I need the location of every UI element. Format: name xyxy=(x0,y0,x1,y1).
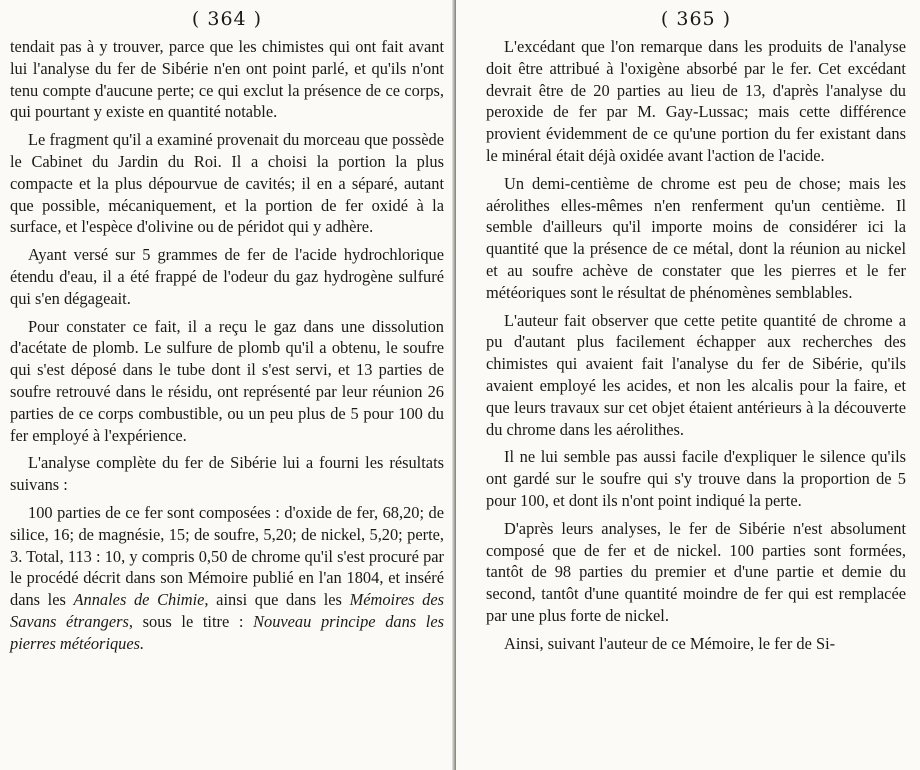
page-number-right: ( 365 ) xyxy=(660,8,732,30)
paragraph: Il ne lui semble pas aussi facile d'expliquer le silence qu'ils ont gardé sur le soufre qui s'y trouve dans la proportion de 5 pour 100, et dont ils n'ont point indiqué la perte. xyxy=(486,447,906,510)
paragraph: Un demi-centième de chrome est peu de chose; mais les aérolithes elles-mêmes n'en renferment qu'un centième. Il semble d'ailleurs qu'il importe moins de considérer ici la quantité que la présence de ce métal, dont la réunion au nickel et au soufre achève de constater que les pierres et le fer météoriques sont le résultat de phénomènes semblables. xyxy=(486,173,906,302)
paragraph-composition xyxy=(10,502,444,655)
paragraph-text: ainsi que dans les xyxy=(208,590,350,610)
paragraph-text: 100 parties de ce fer sont composées : d'oxide de fer, 68,20; de silice, 16; de magnésie, 15; de soufre, 5,20; de nickel, 5,20; perte, 3. Total, 113 : 10, y compris 0,50 de chrome qu'il s'est procuré par le procédé décrit dans son Mémoire publié en l'an 1804, et inséré dans les xyxy=(10,502,444,610)
paragraph: L'auteur fait observer que cette petite quantité de chrome a pu d'autant plus facilement échapper aux recherches des chimistes qui avaient fait l'analyse du fer de Sibérie, qu'ils avaient employé les acides, et non les alcalis pour la faire, et que leurs travaux sur cet objet étaient antérieurs à la découverte du chrome dans les aérolithes. xyxy=(486,310,906,439)
paragraph-text: , sous le titre : xyxy=(128,611,254,631)
left-page xyxy=(0,0,456,770)
paragraph: D'après leurs analyses, le fer de Sibérie n'est absolument composé que de fer et de nickel. 100 parties sont formées, tantôt de 98 parties du premier et d'une partie et demie du second, tantôt d'une quantité moindre de fer qui est remplacée par une plus forte de nickel. xyxy=(486,518,906,625)
paragraph: L'excédant que l'on remarque dans les produits de l'analyse doit être attribué à l'oxigène absorbé par le fer. Cet excédant devrait être de 20 parties au lieu de 13, d'après l'analyse du peroxide de fer par M. Gay-Lussac; mais cette différence provient évidemment de ce qu'une portion du fer existant dans le minéral était déjà oxidée avant l'action de l'acide. xyxy=(486,37,906,165)
paragraph: tendait pas à y trouver, parce que les chimistes qui ont fait avant lui l'analyse du fer de Sibérie n'en ont point parlé, et qu'ils n'ont tenu compte d'aucune perte; ce qui exclut la présence de ce corps, qui pourtant y existe en quantité notable. xyxy=(10,37,444,122)
right-page xyxy=(456,0,920,770)
paragraph: Pour constater ce fait, il a reçu le gaz dans une dissolution d'acétate de plomb. Le sulfure de plomb qu'il a obtenu, le soufre qui s'est déposé dans le tube dont il s'est servi, et 13 parties de soufre retrouvé dans le résidu, ont représenté par leur réunion 26 parties de ce corps combustible, ou un peu plus de 5 pour 100 du fer employé à l'expérience. xyxy=(10,316,444,445)
page-number-left: ( 364 ) xyxy=(191,8,263,30)
italic-title-nouveau-principe: Nouveau principe dans les pierres météoriques. xyxy=(10,611,445,653)
italic-title-annales: Annales de Chimie, xyxy=(73,590,209,610)
paragraph: L'analyse complète du fer de Sibérie lui a fourni les résultats suivans : xyxy=(10,453,444,495)
paragraph: Le fragment qu'il a examiné provenait du morceau que possède le Cabinet du Jardin du Roi. Il a choisi la portion la plus compacte et la plus dépourvue de cavités; il en a séparé, autant que possible, mécaniquement, et la portion de fer oxidé à la surface, et l'espèce d'olivine ou de péridot qui y adhère. xyxy=(10,130,444,237)
italic-title-memoires: Mémoires des Savans étrangers xyxy=(10,590,444,631)
paragraph: Ainsi, suivant l'auteur de ce Mémoire, le fer de Si- xyxy=(504,633,836,653)
paragraph: Ayant versé sur 5 grammes de fer de l'acide hydrochlorique étendu d'eau, il a été frappé de l'odeur du gaz hydrogène sulfuré qui s'en dégageait. xyxy=(10,245,444,308)
